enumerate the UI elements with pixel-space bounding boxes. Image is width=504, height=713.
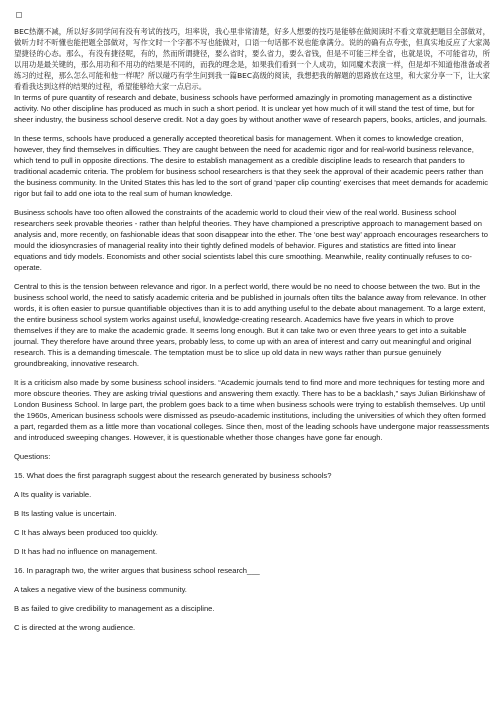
question-stem-15: 15. What does the first paragraph suggest about the research generated by business schools? [14, 471, 332, 480]
question-stem-16: 16. In paragraph two, the writer argues that business school research___ [14, 566, 260, 575]
article-paragraph-3: Central to this is the tension between relevance and rigor. In a perfect world, there would be no need to choose between the two. But in the business school world, the need to satisfy academic criteria and be published in journals often tilts the balance away from relevance. In other words, it is often easier to pursue quantifiable objectives than it is to add anything useful to the debate about management. To a large extent, the entire business school system works against useful, knowledge-creating research. Academics have five years in which to prove themselves if they are to make the academic grade. It seems long enough. But it can take two or even three years to get into a suitable journal. They therefore have around three years, probably less, to come up with an area of interest and carry out meaningful and original research. This is a demanding timescale. The temptation must be to slice up old data in new ways rather than pursue genuinely groundbreaking, innovative research. [14, 282, 487, 368]
question-16-option-b: B as failed to give credibility to management as a discipline. [14, 604, 215, 613]
question-16-option-a: A takes a negative view of the business community. [14, 585, 187, 594]
article-paragraph-4: It is a criticism also made by some business school insiders. “Academic journals tend to find more and more techniques for testing more and more obscure theories. They are asking trivial questions and answering them exactly. There has to be a backlash,” says Julian Birkinshaw of London Business School. In large part, the problem goes back to a time when business schools were trying to establish themselves. Up until the 1960s, American business schools were dismissed as pseudo-academic institutions, including the universities of which they often formed a part, regarded them as a little more than vocational colleges. Since then, most of the leading schools have undergone major reassessments and introduced sweeping changes. However, it is questionable whether those changes have gone far enough. [14, 378, 490, 442]
question-16-option-c: C is directed at the wrong audience. [14, 623, 136, 632]
image-placeholder-icon [16, 12, 22, 18]
document-page [14, 12, 490, 641]
question-15-option-a: A Its quality is variable. [14, 490, 92, 499]
question-15-option-c: C It has always been produced too quickly. [14, 528, 158, 537]
questions-heading: Questions: [14, 452, 51, 461]
intro-chinese-paragraph: BEC热潮不减，所以好多同学问有没有考试的技巧，坦率说，我心里非常清楚，好多人想要的技巧是能够在做阅读时不看文章就把题目全部做对，做听力时不听懂也能把题全部做对，写作文时一个字都不写也能做对，口语一句话都不说也能拿满分。说的的确有点夸张，但真实地反应了大家渴望捷径的心态。那么，有没有捷径呢，有的，然而所谓捷径，要么省时，要么省力，要么省钱，但是不可能三样全省，也就是说，不可能省功，所以用功是最关键的，那么用功和不用功的结果是不同的，而我的理念是，如果我们看到一个人成功，如同魔术表演一样，但是却不知道他准备或者练习的过程，那么怎么可能和他一样呢？所以碰巧有学生问到我一篇BEC高级的阅读，我想把我的解题的思路放在这里，和大家分享一下，让大家看看我达到这样的结果的过程，希望能够给大家一点启示。 [14, 27, 490, 91]
question-15-option-d: D It has had no influence on management. [14, 547, 158, 556]
article-paragraph-1: In these terms, schools have produced a generally accepted theoretical basis for management. When it comes to knowledge creation, however, they find themselves in difficulties. They are caught between the need for academic rigor and for real-world business relevance, which tend to pull in opposite directions. The desire to establish management as a credible discipline leads to research that panders to traditional academic criteria. The problem for business school researchers is that they seek the approval of their academic peers rather than the business community. In the United States this has led to the sort of grand ‘paper clip counting’ exercises that meet demands for academic rigor but fail to add one iota to the real sum of human knowledge. [14, 134, 489, 198]
question-15-option-b: B Its lasting value is uncertain. [14, 509, 117, 518]
intro-english-paragraph: In terms of pure quantity of research and debate, business schools have performed amazingly in promoting management as a distinctive activity. No other discipline has produced as much in such a short period. It is unclear yet how much of it will stand the test of time, but for sheer industry, the business school deserve credit. Not a day goes by without another wave of research papers, books, articles, and journals. [14, 93, 488, 124]
article-paragraph-2: Business schools have too often allowed the constraints of the academic world to cloud their view of the real world. Business school researchers seek provable theories - rather than helpful theories. They have championed a prescriptive approach to management based on analysis and, more recently, on fashionable ideas that soon disappear into the ether. The ‘one best way’ approach encourages researchers to mould the idiosyncrasies of managerial reality into their tightly defined models of behavior. Figures and statistics are fitted into linear equations and tidy models. Economists and other social scientists label this cure smoothing. Meanwhile, reality continually refuses to co-operate. [14, 208, 488, 272]
